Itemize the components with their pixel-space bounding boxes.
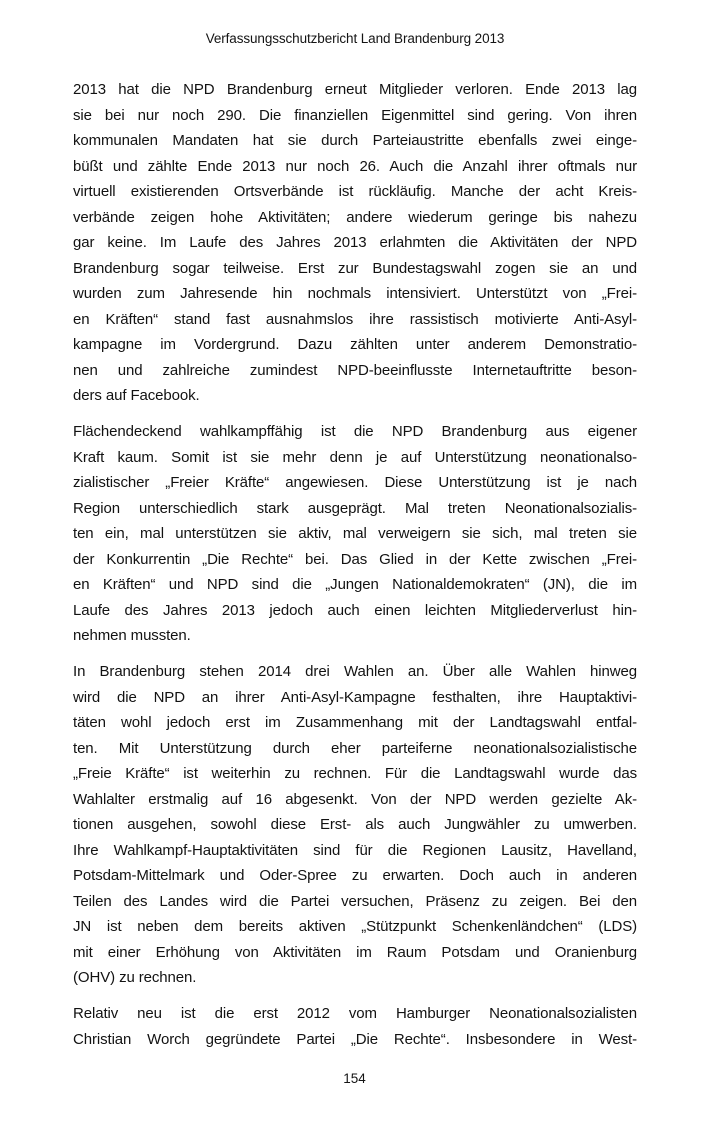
text-line: wurden zum Jahresende hin nochmals intensiviert. Unterstützt von „Frei- xyxy=(73,285,637,302)
text-line: Teilen des Landes wird die Partei versuchen, Präsenz zu zeigen. Bei den xyxy=(73,892,637,910)
paragraph xyxy=(73,659,637,991)
text-line: virtuell existierenden Ortsverbände ist rückläufig. Manche der acht Kreis- xyxy=(73,183,637,200)
text-line: en Kräften“ stand fast ausnahmslos ihre rassistisch motivierte Anti-Asyl- xyxy=(73,310,637,328)
text-line: der Konkurrentin „Die Rechte“ bei. Das Glied in der Kette zwischen „Frei- xyxy=(73,550,637,568)
text-line: ders auf Facebook. xyxy=(73,387,200,404)
text-line: Region unterschiedlich stark ausgeprägt. Mal treten Neonationalsozialis- xyxy=(73,499,637,517)
text-line: sie bei nur noch 290. Die finanziellen Eigenmittel sind gering. Von ihren xyxy=(73,106,637,124)
text-line: (OHV) zu rechnen. xyxy=(73,969,197,986)
text-line: Flächendeckend wahlkampffähig ist die NPD Brandenburg aus eigener xyxy=(73,423,637,440)
running-header: Verfassungsschutzbericht Land Brandenburg 2013 xyxy=(205,31,505,46)
text-line: Wahlalter erstmalig auf 16 abgesenkt. Von der NPD werden gezielte Ak- xyxy=(73,790,637,808)
paragraph xyxy=(73,1001,637,1052)
text-line: verbände zeigen hohe Aktivitäten; andere wiederum geringe bis nahezu xyxy=(73,208,637,226)
text-line: nehmen mussten. xyxy=(73,627,191,644)
text-line: In Brandenburg stehen 2014 drei Wahlen an. Über alle Wahlen hinweg xyxy=(73,663,637,680)
text-line: „Freie Kräfte“ ist weiterhin zu rechnen. Für die Landtagswahl wurde das xyxy=(73,765,637,782)
paragraph xyxy=(73,77,637,409)
text-line: en Kräften“ und NPD sind die „Jungen Nationaldemokraten“ (JN), die im xyxy=(73,576,637,593)
text-line: Laufe des Jahres 2013 jedoch auch einen leichten Mitgliederverlust hin- xyxy=(73,601,637,619)
text-line: Kraft kaum. Somit ist sie mehr denn je auf Unterstützung neonationalso- xyxy=(73,448,637,466)
paragraph xyxy=(73,419,637,649)
text-line: kampagne im Vordergrund. Dazu zählten unter anderem Demonstratio- xyxy=(73,336,637,353)
text-line: Relativ neu ist die erst 2012 vom Hamburger Neonationalsozialisten xyxy=(73,1005,637,1022)
text-line: 2013 hat die NPD Brandenburg erneut Mitglieder verloren. Ende 2013 lag xyxy=(73,81,637,98)
page-number: 154 xyxy=(343,1071,366,1086)
text-line: JN ist neben dem bereits aktiven „Stützpunkt Schenkenländchen“ (LDS) xyxy=(73,918,637,935)
body-text xyxy=(73,77,637,1052)
text-line: wird die NPD an ihrer Anti-Asyl-Kampagne festhalten, ihre Hauptaktivi- xyxy=(73,688,637,706)
text-line: ten ein, mal unterstützen sie aktiv, mal verweigern sie sich, mal treten sie xyxy=(73,525,637,542)
text-line: büßt und zählte Ende 2013 nur noch 26. Auch die Anzahl ihrer oftmals nur xyxy=(73,157,637,175)
text-line: täten wohl jedoch erst im Zusammenhang mit der Landtagswahl entfal- xyxy=(73,714,637,731)
text-line: Potsdam-Mittelmark und Oder-Spree zu erwarten. Doch auch in anderen xyxy=(73,867,637,884)
text-line: zialistischer „Freier Kräfte“ angewiesen. Diese Unterstützung ist je nach xyxy=(73,474,637,491)
text-line: gar keine. Im Laufe des Jahres 2013 erlahmten die Aktivitäten der NPD xyxy=(73,234,637,251)
text-line: mit einer Erhöhung von Aktivitäten im Raum Potsdam und Oranienburg xyxy=(73,943,637,961)
text-line: tionen ausgehen, sowohl diese Erst- als auch Jungwähler zu umwerben. xyxy=(73,816,637,833)
text-line: Ihre Wahlkampf-Hauptaktivitäten sind für die Regionen Lausitz, Havelland, xyxy=(73,841,637,859)
text-line: ten. Mit Unterstützung durch eher parteiferne neonationalsozialistische xyxy=(73,739,637,757)
text-line: kommunalen Mandaten hat sie durch Parteiaustritte ebenfalls zwei einge- xyxy=(73,132,637,149)
text-line: Brandenburg sogar teilweise. Erst zur Bundestagswahl zogen sie an und xyxy=(73,259,637,277)
text-line: Christian Worch gegründete Partei „Die Rechte“. Insbesondere in West- xyxy=(73,1030,637,1048)
text-line: nen und zahlreiche zumindest NPD-beeinflusste Internetauftritte beson- xyxy=(73,361,637,379)
